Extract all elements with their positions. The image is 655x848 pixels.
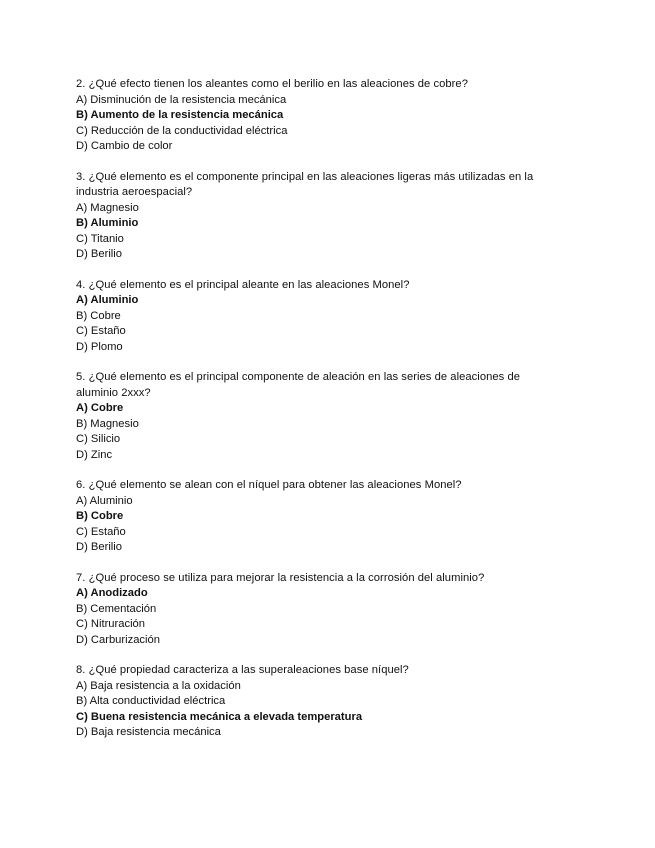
answer-options <box>76 494 563 556</box>
option-a-correct: A) Aluminio <box>76 294 139 306</box>
answer-options <box>76 201 563 263</box>
answer-options <box>76 293 563 355</box>
option-b-correct: B) Cobre <box>76 510 124 522</box>
option-b: B) Cementación <box>76 602 157 615</box>
question-2 <box>76 77 563 155</box>
question-8 <box>76 663 563 741</box>
option-d: D) Baja resistencia mecánica <box>76 726 221 738</box>
option-d: D) Berilio <box>76 541 123 553</box>
option-d: D) Carburización <box>76 633 160 646</box>
question-text: 7. ¿Qué proceso se utiliza para mejorar la resistencia a la corrosión del aluminio? <box>76 571 485 584</box>
option-b-correct: B) Aumento de la resistencia mecánica <box>76 109 284 121</box>
answer-options <box>76 93 563 155</box>
answer-options <box>76 679 563 741</box>
answer-options <box>76 401 563 463</box>
question-6 <box>76 478 563 556</box>
option-b: B) Magnesio <box>76 417 139 430</box>
option-c: C) Nitruración <box>76 618 146 630</box>
option-a: A) Magnesio <box>76 201 139 214</box>
option-a: A) Disminución de la resistencia mecánica <box>76 93 287 106</box>
question-text: 2. ¿Qué efecto tienen los aleantes como el berilio en las aleaciones de cobre? <box>76 78 468 90</box>
option-a: A) Baja resistencia a la oxidación <box>76 679 241 692</box>
option-b: B) Alta conductividad eléctrica <box>76 695 226 707</box>
option-d: D) Berilio <box>76 248 123 260</box>
question-text: 3. ¿Qué elemento es el componente principal en las aleaciones ligeras más utilizadas en la industria aeroespacial? <box>76 170 534 198</box>
option-c: C) Estaño <box>76 525 126 538</box>
question-text: 8. ¿Qué propiedad caracteriza a las superaleaciones base níquel? <box>76 664 409 676</box>
option-c: C) Reducción de la conductividad eléctrica <box>76 124 288 137</box>
option-b-correct: B) Aluminio <box>76 217 139 229</box>
answer-options <box>76 586 563 648</box>
question-7 <box>76 571 563 649</box>
question-3 <box>76 170 563 263</box>
option-a: A) Aluminio <box>76 494 133 507</box>
option-b: B) Cobre <box>76 309 121 322</box>
question-text: 5. ¿Qué elemento es el principal componente de aleación en las series de aleaciones de aluminio 2xxx? <box>76 371 520 399</box>
option-d: D) Plomo <box>76 340 123 353</box>
question-text: 4. ¿Qué elemento es el principal aleante en las aleaciones Monel? <box>76 278 410 291</box>
option-a-correct: A) Cobre <box>76 402 124 414</box>
question-5 <box>76 370 563 463</box>
option-c: C) Silicio <box>76 433 121 445</box>
option-c: C) Estaño <box>76 325 126 337</box>
option-d: D) Zinc <box>76 448 113 461</box>
option-c: C) Titanio <box>76 232 124 245</box>
option-c-correct: C) Buena resistencia mecánica a elevada temperatura <box>76 710 363 723</box>
question-text: 6. ¿Qué elemento se alean con el níquel para obtener las aleaciones Monel? <box>76 479 462 491</box>
option-a-correct: A) Anodizado <box>76 587 148 599</box>
question-4 <box>76 278 563 356</box>
option-d: D) Cambio de color <box>76 140 173 152</box>
